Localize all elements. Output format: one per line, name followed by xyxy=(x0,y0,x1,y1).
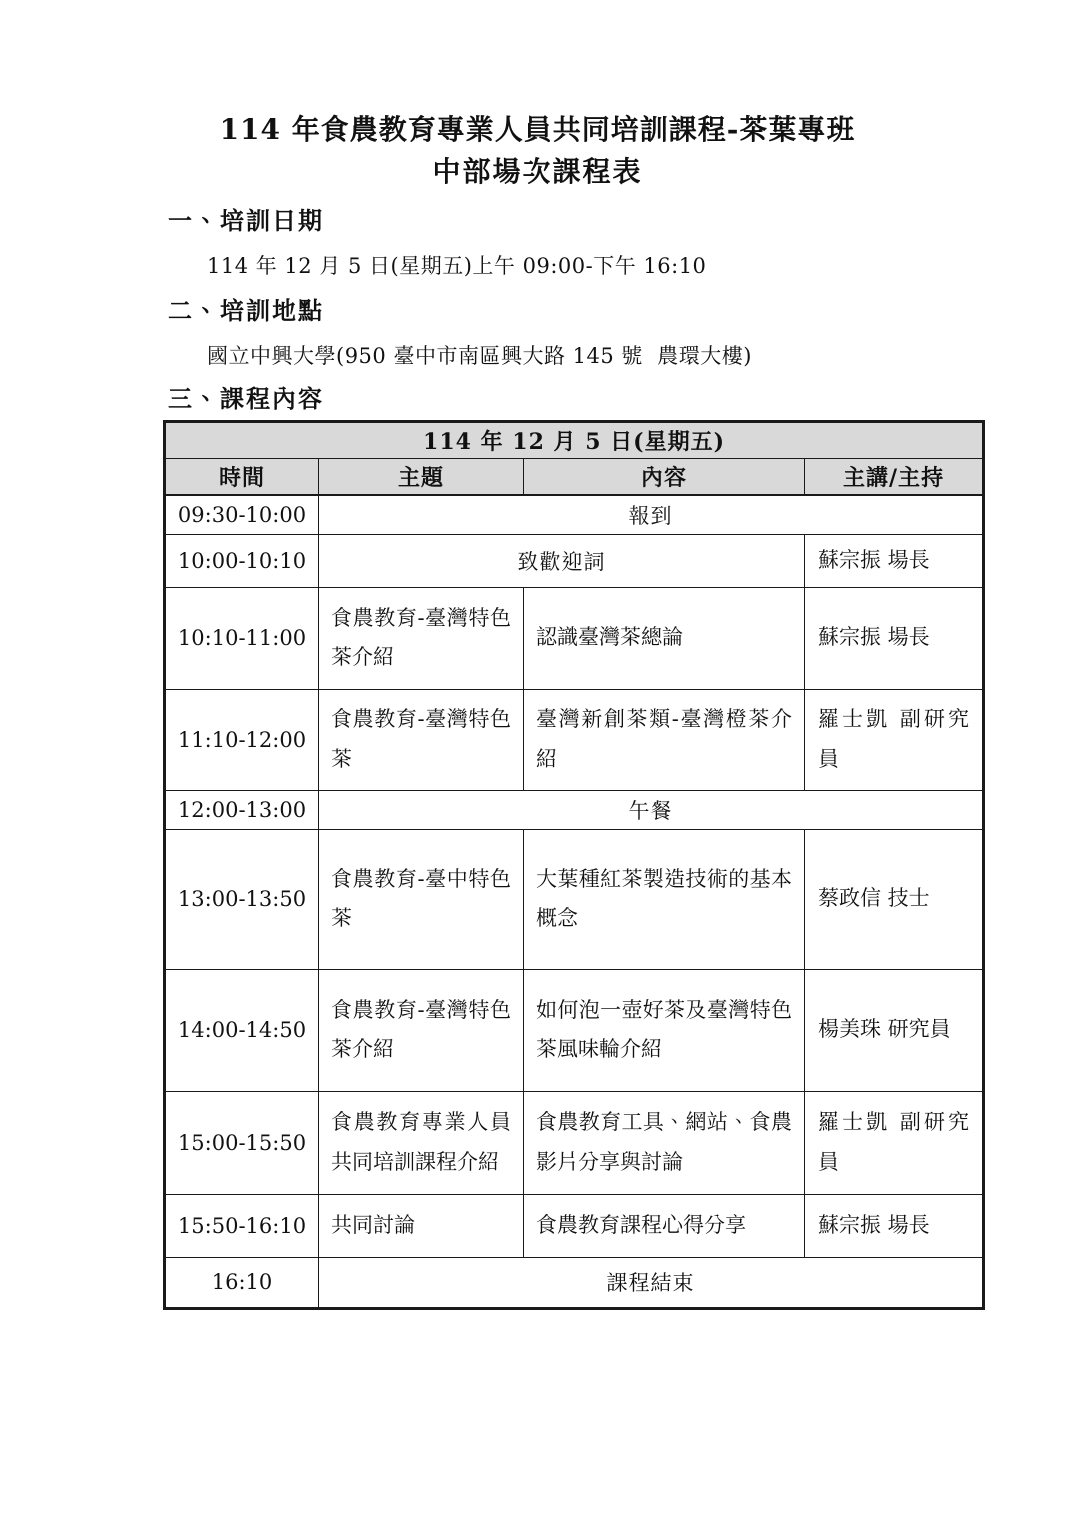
time-cell: 13:00-13:50 xyxy=(165,829,319,969)
table-date-header-row xyxy=(165,422,984,459)
content-cell: 認識臺灣茶總論 xyxy=(524,587,805,689)
schedule-table xyxy=(163,420,985,1310)
topic-cell: 食農教育-臺中特色茶 xyxy=(319,829,524,969)
speaker-cell: 羅士凱 副研究員 xyxy=(805,689,984,790)
training-location-text: 國立中興大學(950 臺中市南區興大路 145 號 農環大樓) xyxy=(207,344,752,368)
content-cell: 臺灣新創茶類-臺灣橙茶介紹 xyxy=(524,689,805,790)
merged-cell: 午餐 xyxy=(319,790,984,829)
table-row xyxy=(165,587,984,689)
table-row xyxy=(165,689,984,790)
column-header-time: 時間 xyxy=(165,459,319,495)
topic-cell: 食農教育-臺灣特色茶介紹 xyxy=(319,969,524,1091)
training-date-text: 114 年 12 月 5 日(星期五)上午 09:00-下午 16:10 xyxy=(207,254,707,278)
topic-cell: 共同討論 xyxy=(319,1194,524,1257)
speaker-cell: 蘇宗振 場長 xyxy=(805,535,984,588)
table-row xyxy=(165,1091,984,1194)
content-cell: 食農教育課程心得分享 xyxy=(524,1194,805,1257)
content-cell: 食農教育工具、網站、食農影片分享與討論 xyxy=(524,1091,805,1194)
table-row xyxy=(165,535,984,588)
column-header-content: 內容 xyxy=(524,459,805,495)
topic-cell: 食農教育-臺灣特色茶介紹 xyxy=(319,587,524,689)
table-row xyxy=(165,495,984,535)
section-heading-training-date: 一、培訓日期 xyxy=(168,206,324,235)
speaker-cell: 蘇宗振 場長 xyxy=(805,587,984,689)
time-cell: 14:00-14:50 xyxy=(165,969,319,1091)
speaker-cell: 羅士凱 副研究員 xyxy=(805,1091,984,1194)
time-cell: 12:00-13:00 xyxy=(165,790,319,829)
speaker-cell: 蔡政信 技士 xyxy=(805,829,984,969)
section-heading-training-location: 二、培訓地點 xyxy=(168,296,324,325)
speaker-cell: 楊美珠 研究員 xyxy=(805,969,984,1091)
table-row xyxy=(165,969,984,1091)
time-cell: 16:10 xyxy=(165,1257,319,1308)
content-cell: 大葉種紅茶製造技術的基本概念 xyxy=(524,829,805,969)
table-date-header: 114 年 12 月 5 日(星期五) xyxy=(165,422,984,459)
page-subtitle: 中部場次課程表 xyxy=(432,155,643,188)
section-heading-course-content: 三、課程內容 xyxy=(168,384,324,413)
time-cell: 10:00-10:10 xyxy=(165,535,319,588)
table-row xyxy=(165,1194,984,1257)
topic-cell: 食農教育-臺灣特色茶 xyxy=(319,689,524,790)
table-row xyxy=(165,829,984,969)
page-title: 114 年食農教育專業人員共同培訓課程-茶葉專班 xyxy=(219,113,856,146)
speaker-cell: 蘇宗振 場長 xyxy=(805,1194,984,1257)
time-cell: 10:10-11:00 xyxy=(165,587,319,689)
table-column-header-row xyxy=(165,459,984,495)
merged-cell: 報到 xyxy=(319,495,984,535)
time-cell: 11:10-12:00 xyxy=(165,689,319,790)
content-cell: 如何泡一壺好茶及臺灣特色茶風味輪介紹 xyxy=(524,969,805,1091)
topic-cell: 食農教育專業人員共同培訓課程介紹 xyxy=(319,1091,524,1194)
time-cell: 15:50-16:10 xyxy=(165,1194,319,1257)
table-row xyxy=(165,1257,984,1308)
time-cell: 15:00-15:50 xyxy=(165,1091,319,1194)
table-row xyxy=(165,790,984,829)
time-cell: 09:30-10:00 xyxy=(165,495,319,535)
merged-cell: 課程結束 xyxy=(319,1257,984,1308)
merged-cell: 致歡迎詞 xyxy=(319,535,805,588)
column-header-speaker: 主講/主持 xyxy=(805,459,984,495)
column-header-topic: 主題 xyxy=(319,459,524,495)
